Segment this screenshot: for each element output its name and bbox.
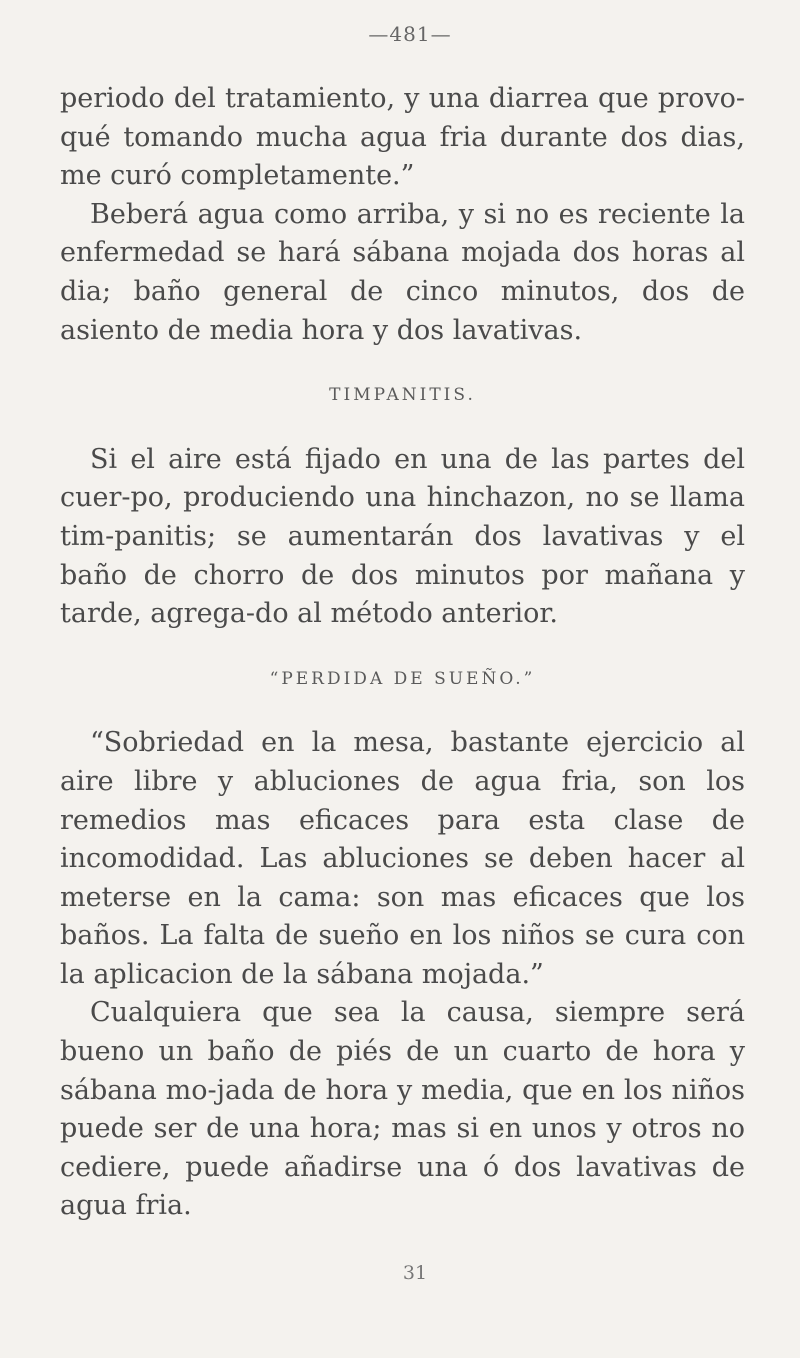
body-text (60, 80, 745, 1226)
section-heading-timpanitis: TIMPANITIS. (329, 385, 476, 406)
page-number: —481— (368, 22, 452, 46)
paragraph-5: Cualquiera que sea la causa, siempre será bueno un baño de piés de un cuarto de hora y sábana mo-jada de hora y media, que en los niños puede ser de una hora; mas si en unos y otros no cediere, puede añadirse una ó dos lavativas de agua fria. (60, 997, 745, 1222)
paragraph-2: Beberá agua como arriba, y si no es reciente la enfermedad se hará sábana mojada dos horas al dia; baño general de cinco minutos, dos de asiento de media hora y dos lavativas. (60, 198, 745, 346)
book-page (60, 0, 760, 1358)
paragraph-1: periodo del tratamiento, y una diarrea que provo-qué tomando mucha agua fria durante dos dias, me curó completamente.” (60, 83, 745, 192)
paragraph-4: “Sobriedad en la mesa, bastante ejercicio al aire libre y abluciones de agua fria, son los remedios mas eficaces para esta clase de incomodidad. Las abluciones se deben hacer al meterse en la cama: son mas eficaces que los baños. La falta de sueño en los niños se cura con la aplicacion de la sábana mojada.” (60, 727, 745, 990)
paragraph-3: Si el aire está fijado en una de las partes del cuer-po, produciendo una hinchazon, no se llama tim-panitis; se aumentarán dos lavativas y el baño de chorro de dos minutos por mañana y tarde, agrega-do al método anterior. (60, 443, 745, 630)
section-heading-perdida-de-sueno: “PERDIDA DE SUEÑO.” (269, 668, 536, 689)
signature-mark: 31 (402, 1262, 428, 1284)
